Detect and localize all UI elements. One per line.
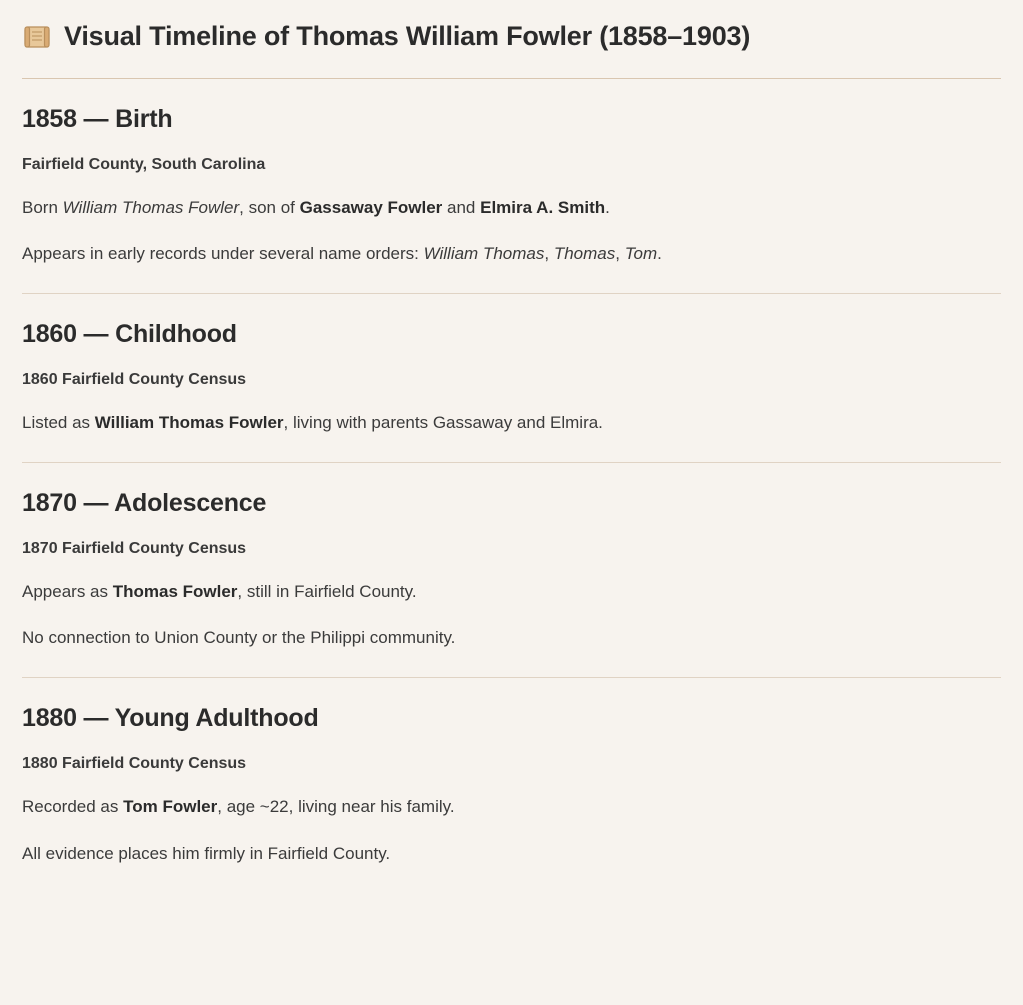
text-run: , [544, 244, 554, 264]
entry-paragraph [22, 580, 1001, 605]
text-run: Listed as [22, 413, 95, 433]
entry-heading: 1870 — Adolescence [22, 488, 267, 517]
page-title-text: Visual Timeline of Thomas William Fowler (1858–1903) [64, 21, 751, 51]
entry-paragraph [22, 411, 1001, 436]
text-run: Thomas [553, 244, 616, 264]
entry-paragraph [22, 196, 1001, 221]
text-run: Appears as [22, 581, 113, 601]
text-run: William Thomas Fowler [94, 413, 284, 433]
entry-subheading: 1870 Fairfield County Census [22, 539, 247, 557]
entry-paragraph [22, 795, 1001, 820]
text-run: , son of [239, 197, 300, 217]
text-run: Tom [624, 244, 658, 264]
text-run: Elmira A. Smith [480, 197, 606, 217]
timeline-entry [22, 678, 1001, 866]
text-run: All evidence places him firmly in Fairfield County. [22, 843, 391, 863]
text-run: William Thomas Fowler [62, 197, 240, 217]
text-run: . [657, 244, 662, 264]
entry-paragraph [22, 242, 1001, 267]
text-run: , [615, 244, 625, 264]
text-run: No connection to Union County or the Philippi community. [22, 628, 456, 648]
text-run: Appears in early records under several name orders: [22, 244, 424, 264]
text-run: Recorded as [22, 796, 124, 816]
text-run: , still in Fairfield County. [237, 581, 417, 601]
entry-heading: 1880 — Young Adulthood [22, 703, 319, 732]
text-run: Thomas Fowler [112, 581, 238, 601]
timeline-entry [22, 294, 1001, 436]
entry-paragraph [22, 626, 1001, 651]
text-run: and [442, 197, 481, 217]
text-run: , age ~22, living near his family. [217, 796, 455, 816]
entry-paragraph [22, 842, 1001, 867]
timeline-entry [22, 79, 1001, 267]
entry-subheading: 1880 Fairfield County Census [22, 754, 247, 772]
text-run: William Thomas [423, 244, 545, 264]
text-run: Tom Fowler [123, 796, 218, 816]
scroll-icon [22, 22, 52, 52]
entry-heading: 1858 — Birth [22, 104, 173, 133]
text-run: , living with parents Gassaway and Elmira. [283, 413, 603, 433]
text-run: Born [22, 197, 63, 217]
text-run: Gassaway Fowler [299, 197, 443, 217]
entry-subheading: 1860 Fairfield County Census [22, 371, 247, 389]
entry-subheading: Fairfield County, South Carolina [22, 155, 266, 173]
text-run: . [605, 197, 610, 217]
page-title [22, 20, 1001, 54]
timeline-entries [22, 79, 1001, 866]
entry-heading: 1860 — Childhood [22, 320, 237, 349]
timeline-entry [22, 463, 1001, 651]
